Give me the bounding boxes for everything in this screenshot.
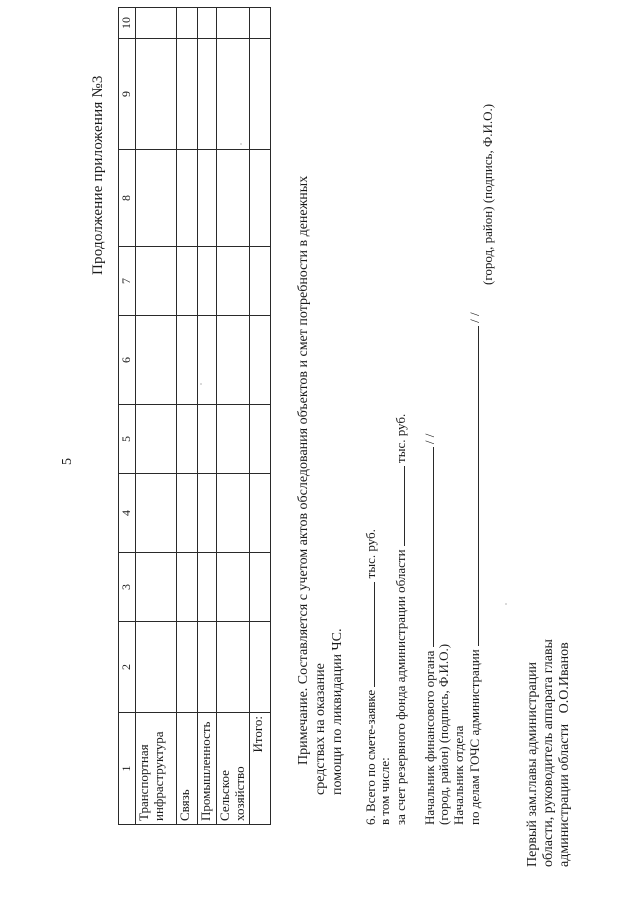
fin-sign-blank: [421, 447, 434, 647]
header-cell-1: 1: [119, 713, 136, 825]
table-cell: [198, 622, 217, 713]
table-cell: [217, 150, 250, 247]
signature-line: области, руководитель аппарата главы: [541, 639, 556, 867]
table-cell: [217, 474, 250, 553]
table-row-svyaz: [177, 8, 198, 825]
fin-head-label: Начальник финансового органа: [422, 650, 437, 825]
row-label-svyaz: Связь: [177, 713, 198, 825]
header-cell-3: 3: [119, 553, 136, 622]
table-cell: [249, 150, 270, 247]
note-paragraph: [295, 155, 346, 795]
note-line: Примечание. Составляется с учетом актов обследования объектов и смет потребности в денежных средствах на оказание: [296, 175, 328, 795]
table-cell: [136, 8, 177, 39]
table-cell: [177, 405, 198, 474]
table-cell: [136, 247, 177, 316]
table-row-promyshlennost: [198, 8, 217, 825]
header-cell-6: 6: [119, 316, 136, 405]
table-cell: [177, 247, 198, 316]
reserve-unit: тыс. руб.: [393, 413, 408, 463]
note-line: помощи по ликвидации ЧС.: [330, 628, 345, 795]
table-cell: [177, 8, 198, 39]
table-cell: [217, 553, 250, 622]
reserve-amount-blank: [392, 466, 405, 546]
table-cell: [136, 553, 177, 622]
total-amount-blank: [362, 582, 375, 687]
table-cell: [136, 405, 177, 474]
table-cell: [249, 474, 270, 553]
signature-block: [525, 597, 573, 867]
table-row-selskoe-hozyaistvo: [217, 8, 250, 825]
table-cell: [136, 316, 177, 405]
row-label-promyshlennost: Промышленность: [198, 713, 217, 825]
reserve-line: [392, 414, 409, 825]
header-cell-2: 2: [119, 622, 136, 713]
table-cell: [249, 622, 270, 713]
table-cell: [249, 39, 270, 150]
fin-caption: (город, район) (подпись, Ф.И.О.): [436, 643, 451, 825]
header-cell-7: 7: [119, 247, 136, 316]
table-cell: [177, 39, 198, 150]
row-label-line: Транспортная: [136, 744, 151, 821]
signature-line: администрации области: [557, 723, 572, 867]
row-label-selskoe-hozyaistvo: Сельское хозяйство: [217, 713, 250, 825]
table-cell: [198, 474, 217, 553]
table-cell: [249, 316, 270, 405]
table-cell: [217, 622, 250, 713]
table-cell: [136, 150, 177, 247]
row-label-itogo: Итого:: [249, 713, 270, 825]
table-cell: [217, 405, 250, 474]
table-cell: [198, 247, 217, 316]
data-table: [118, 7, 271, 825]
signature-line-with-name: [557, 597, 573, 867]
table-cell: [198, 405, 217, 474]
header-cell-10: 10: [119, 8, 136, 39]
header-cell-5: 5: [119, 405, 136, 474]
dept-head-label: Начальник отдела: [451, 725, 466, 825]
table-cell: [136, 474, 177, 553]
table-row-itogo: [249, 8, 270, 825]
scan-speck: [505, 603, 507, 605]
signature-line: Первый зам.главы администрации: [525, 661, 540, 867]
table-cell: [217, 316, 250, 405]
table-cell: [249, 405, 270, 474]
gochs-sign-blank: [466, 326, 479, 646]
table-cell: [136, 622, 177, 713]
gochs-sign-marks: / /: [467, 312, 482, 323]
row-label-line: инфраструктура: [150, 731, 166, 821]
table-cell: [198, 39, 217, 150]
table-row-transport: [136, 8, 177, 825]
table-cell: [217, 247, 250, 316]
table-cell: [198, 150, 217, 247]
table-cell: [198, 8, 217, 39]
header-cell-4: 4: [119, 474, 136, 553]
scan-speck: [240, 143, 242, 145]
header-cell-9: 9: [119, 39, 136, 150]
appendix-continuation-title: Продолжение приложения №3: [90, 75, 106, 275]
table-cell: [217, 39, 250, 150]
gochs-line: [466, 312, 483, 825]
including-line: в том числе:: [377, 757, 392, 825]
row-label-transport: [136, 713, 177, 825]
table-cell: [198, 553, 217, 622]
total-unit: тыс. руб.: [363, 529, 378, 579]
table-cell: [249, 247, 270, 316]
table-cell: [177, 150, 198, 247]
total-label: 6. Всего по смете-заявке: [363, 689, 378, 825]
table-cell: [249, 8, 270, 39]
reserve-label: за счет резервного фонда администрации области: [393, 549, 408, 825]
table-cell: [136, 39, 177, 150]
page-number: 5: [60, 458, 75, 465]
gochs-caption: (город, район) (подпись, Ф.И.О.): [480, 103, 495, 285]
table-cell: [177, 553, 198, 622]
table-cell: [177, 622, 198, 713]
table-cell: [249, 553, 270, 622]
fin-sign-marks: / /: [422, 433, 437, 445]
gochs-label: по делам ГОЧС администрации: [467, 649, 482, 825]
table-cell: [177, 474, 198, 553]
table-cell: [198, 316, 217, 405]
table-header-row: [119, 8, 136, 825]
table-cell: [177, 316, 198, 405]
signatory-name: О.О.Иванов: [557, 642, 572, 714]
header-cell-8: 8: [119, 150, 136, 247]
scan-speck: [200, 383, 202, 385]
table-cell: [217, 8, 250, 39]
